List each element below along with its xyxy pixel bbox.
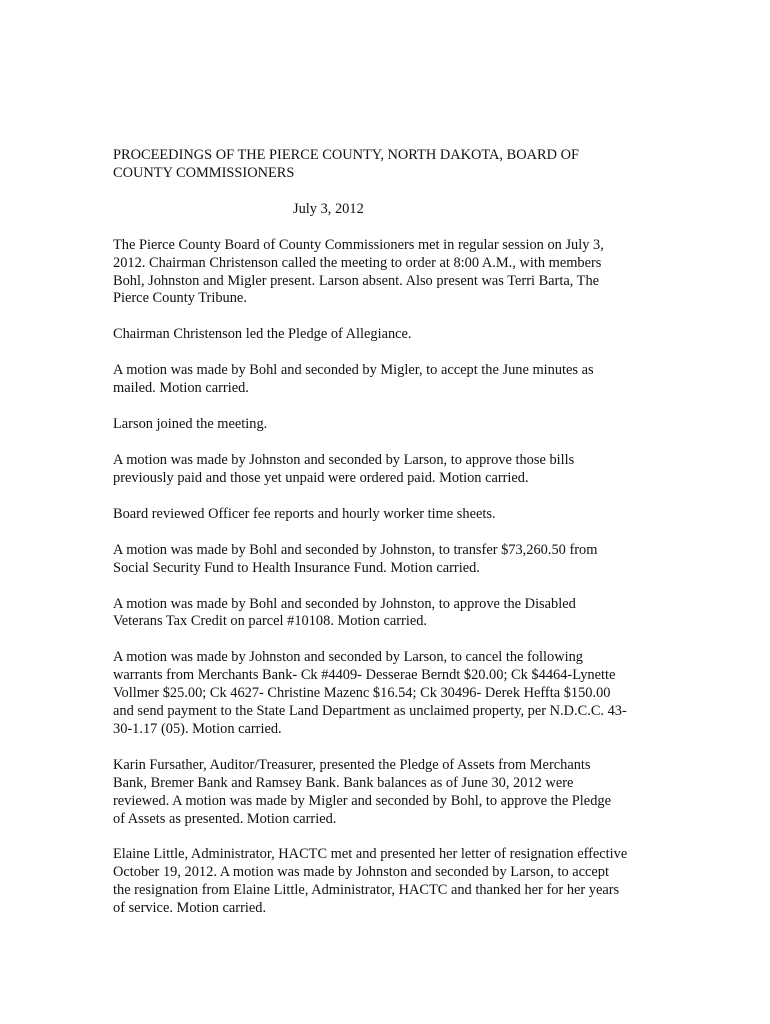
paragraph-minutes-motion: A motion was made by Bohl and seconded by Migler, to accept the June minutes as mailed. Motion carried. [113,362,594,397]
document-title: PROCEEDINGS OF THE PIERCE COUNTY, NORTH DAKOTA, BOARD OF COUNTY COMMISSIONERS [113,147,579,181]
paragraph-pledge: Chairman Christenson led the Pledge of Allegiance. [113,326,412,343]
paragraph-pledge-of-assets: Karin Fursather, Auditor/Treasurer, presented the Pledge of Assets from Merchants Bank, Bremer Bank and Ramsey Bank. Bank balances as of June 30, 2012 were reviewed. A motion was made by Migler and seconded by Bohl, to approve the Pledge of Assets as presented. Motion carried. [113,756,611,827]
paragraph-transfer-motion: A motion was made by Bohl and seconded by Johnston, to transfer $73,260.50 from Social Security Fund to Health Insurance Fund. Motion carried. [113,541,598,576]
paragraph-larson-joined: Larson joined the meeting. [113,416,268,433]
paragraph-warrants-motion: A motion was made by Johnston and seconded by Larson, to cancel the following warrants from Merchants Bank- Ck #4409- Desserae Berndt $20.00; Ck $4464-Lynette Vollmer $25.00; Ck 4627- Christine Mazenc $16.54; Ck 30496- Derek Heffta $150.00 and send payment to the State Land Department as unclaimed property, per N.D.C.C. 43- 30-1.17 (05). Motion carried. [113,649,627,737]
paragraph-opening: The Pierce County Board of County Commissioners met in regular session on July 3, 2012. Chairman Christenson called the meeting to order at 8:00 A.M., with members Bohl, Johnston and Migler present. Larson absent. Also present was Terri Barta, The Pierce County Tribune. [113,236,604,307]
document-page [113,147,673,918]
paragraph-resignation: Elaine Little, Administrator, HACTC met and presented her letter of resignation effective October 19, 2012. A motion was made by Johnston and seconded by Larson, to accept the resignation from Elaine Little, Administrator, HACTC and thanked her for her years of service. Motion carried. [113,846,628,917]
paragraph-tax-credit-motion: A motion was made by Bohl and seconded by Johnston, to approve the Disabled Veterans Tax Credit on parcel #10108. Motion carried. [113,595,576,630]
meeting-date: July 3, 2012 [293,200,364,217]
paragraph-bills-motion: A motion was made by Johnston and seconded by Larson, to approve those bills previously paid and those yet unpaid were ordered paid. Motion carried. [113,451,575,486]
paragraph-fee-reports: Board reviewed Officer fee reports and hourly worker time sheets. [113,505,496,522]
